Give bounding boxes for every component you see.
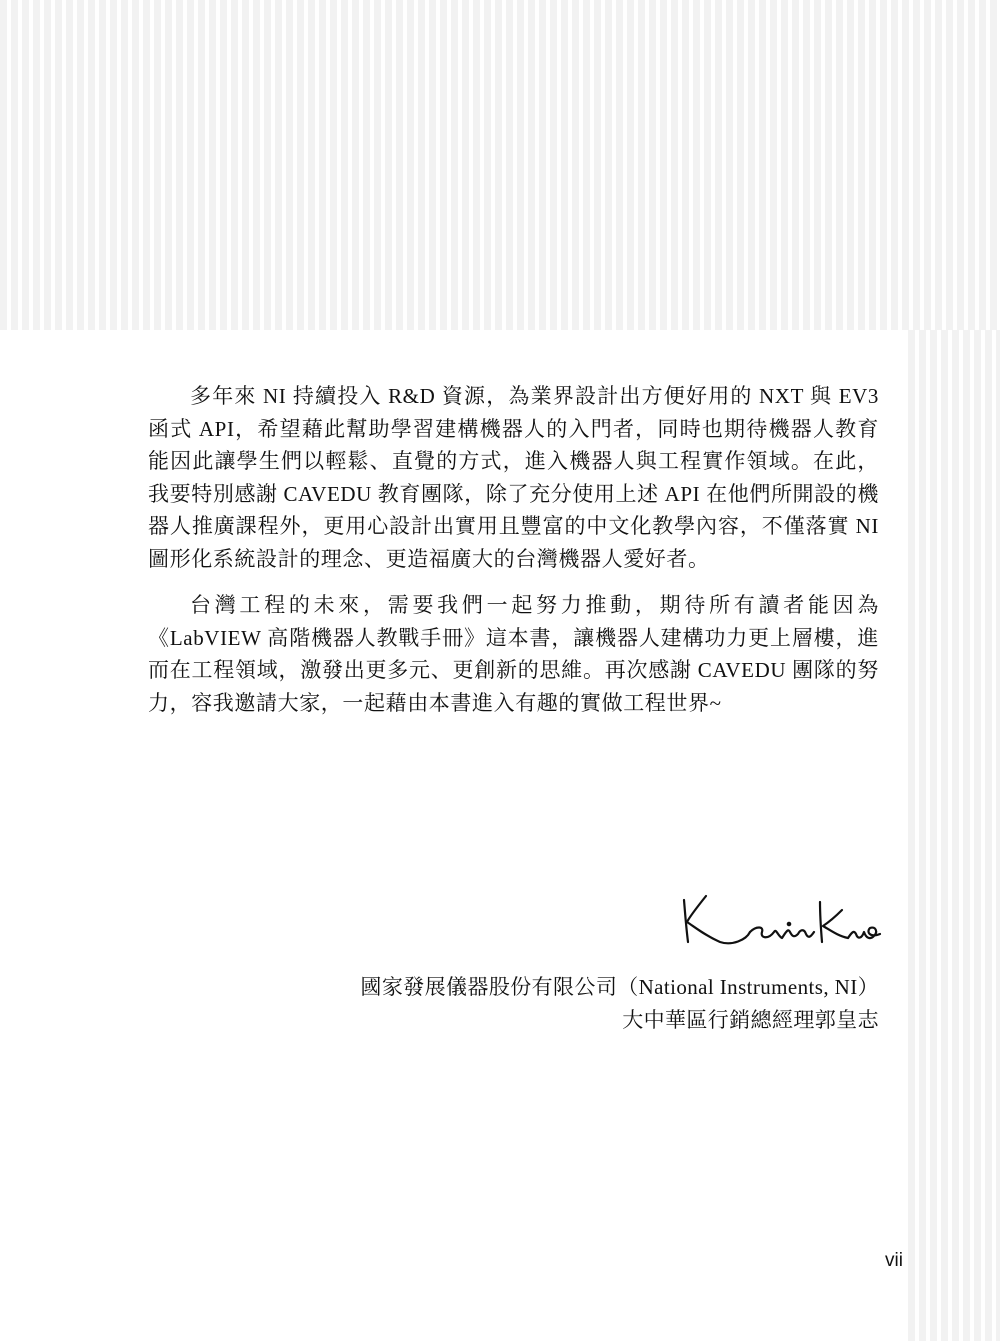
organization-credit: 國家發展儀器股份有限公司（National Instruments, NI） <box>360 975 879 999</box>
handwritten-signature <box>676 888 882 956</box>
body-text <box>148 380 879 719</box>
header-stripe-band <box>0 0 1000 330</box>
page-number: vii <box>885 1250 903 1271</box>
side-stripe-band <box>908 330 1000 1341</box>
author-title: 大中華區行銷總經理郭皇志 <box>622 1008 879 1032</box>
paragraph-2: 台灣工程的未來，需要我們一起努力推動，期待所有讀者能因為《LabVIEW 高階機器人教戰手冊》這本書，讓機器人建構功力更上層樓，進而在工程領域，激發出更多元、更創新的思維。再次感謝 CAVEDU 團隊的努力，容我邀請大家，一起藉由本書進入有趣的實做工程世界~ <box>148 593 879 715</box>
paragraph-1: 多年來 NI 持續投入 R&D 資源，為業界設計出方便好用的 NXT 與 EV3 函式 API，希望藉此幫助學習建構機器人的入門者，同時也期待機器人教育能因此讓學生們以輕鬆、直覺的方式，進入機器人與工程實作領域。在此，我要特別感謝 CAVEDU 教育團隊，除了充分使用上述 API 在他們所開設的機器人推廣課程外，更用心設計出實用且豐富的中文化教學內容，不僅落實 NI 圖形化系統設計的理念、更造福廣大的台灣機器人愛好者。 <box>148 384 879 571</box>
